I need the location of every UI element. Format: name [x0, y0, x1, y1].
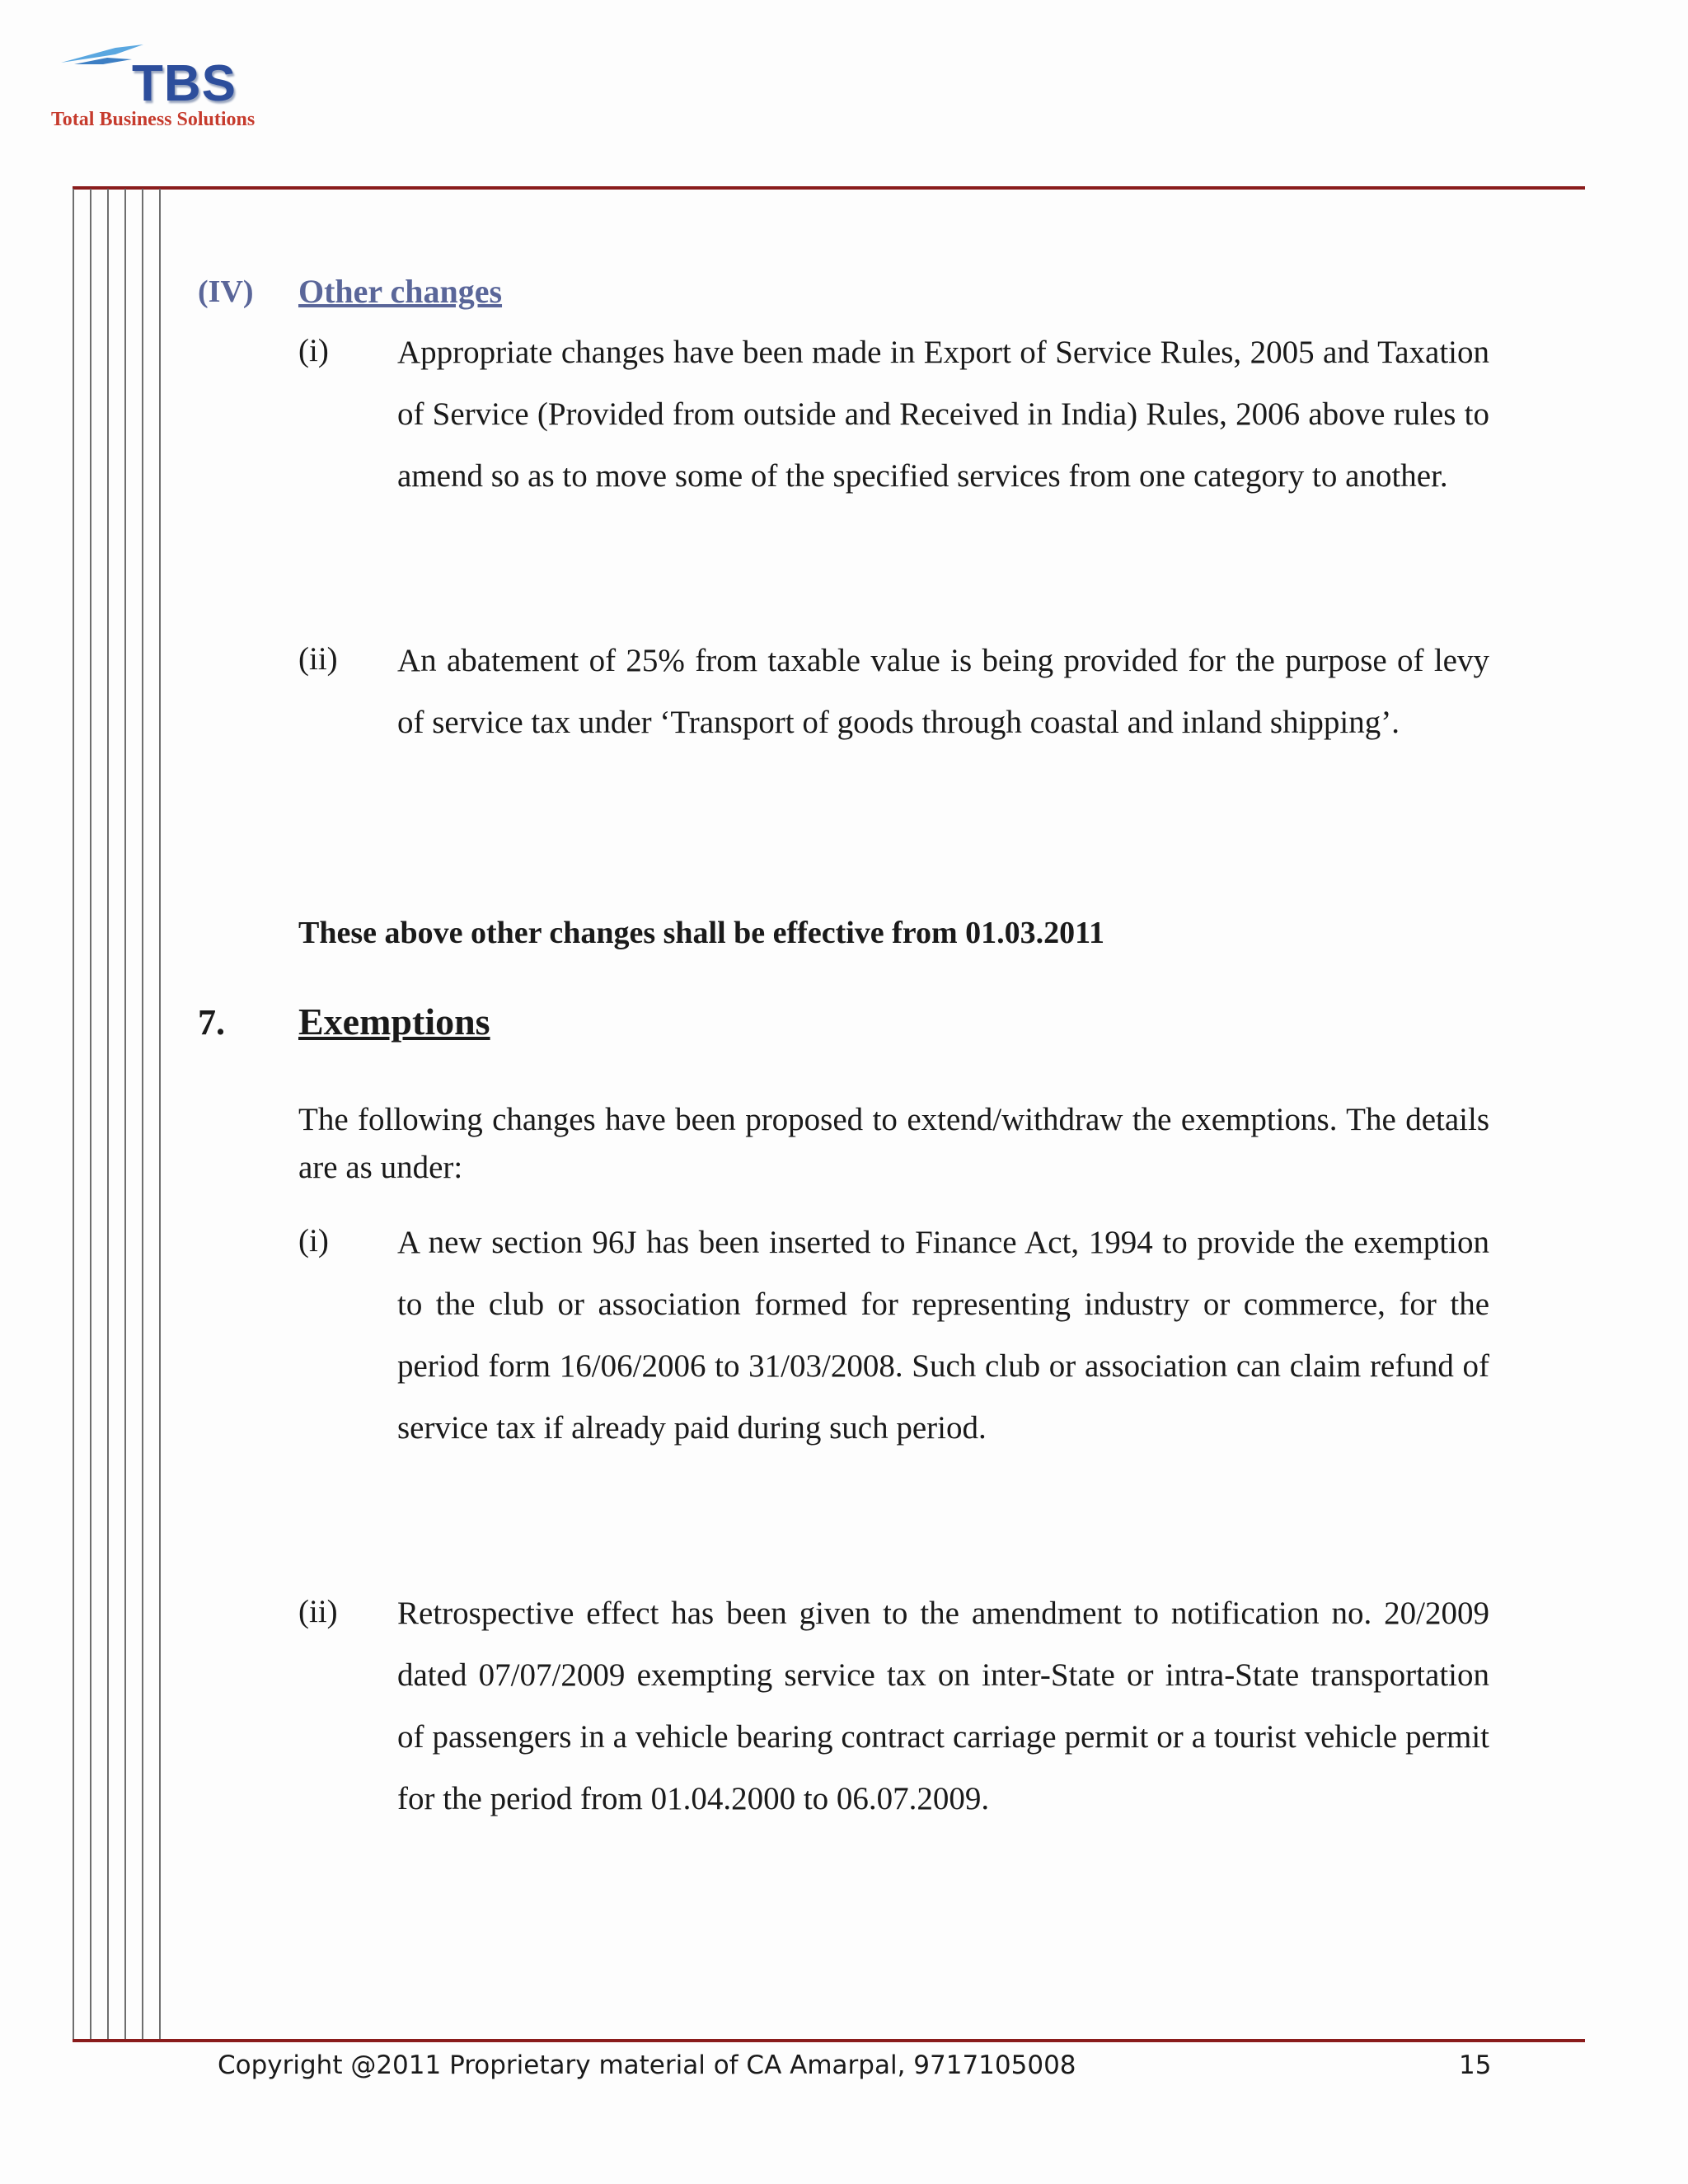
tbs-logo	[49, 40, 346, 138]
item-label: (ii)	[298, 641, 338, 677]
margin-line	[107, 189, 109, 2039]
margin-line	[90, 189, 91, 2039]
section-7-intro: The following changes have been proposed to extend/withdraw the exemptions. The details are as under:	[298, 1102, 1489, 1185]
footer-rule	[73, 2039, 1585, 2042]
section-iv-title: Other changes	[298, 273, 503, 310]
item-label: (ii)	[298, 1594, 338, 1629]
item-text: An abatement of 25% from taxable value is being provided for the purpose of levy of service tax under ‘Transport of goods through coastal and inland shipping’.	[397, 643, 1489, 740]
section-iv-number: (IV)	[198, 274, 254, 309]
item-text: A new section 96J has been inserted to Finance Act, 1994 to provide the exemption to the club or association formed for representing industry or commerce, for the period form 16/06/2006 to 31/03/2008. Such club or association can claim refund of service tax if already paid during such period.	[397, 1225, 1489, 1446]
item-label: (i)	[298, 333, 329, 368]
item-text: Retrospective effect has been given to the amendment to notification no. 20/2009 dated 07/07/2009 exempting service tax on inter-State or intra-State transportation of passengers in a vehicle bearing contract carriage permit or a tourist vehicle permit for the period from 01.04.2000 to 06.07.2009.	[397, 1596, 1489, 1816]
margin-line	[159, 189, 161, 2039]
margin-line	[124, 189, 126, 2039]
header-rule	[73, 186, 1585, 190]
margin-line	[73, 189, 74, 2039]
logo-brand: TBS	[132, 55, 237, 112]
section-7-title: Exemptions	[298, 1001, 490, 1043]
page-number: 15	[1459, 2050, 1492, 2080]
section-7-number: 7.	[198, 1002, 225, 1043]
item-text: Appropriate changes have been made in Export of Service Rules, 2005 and Taxation of Service (Provided from outside and Received in India) Rules, 2006 above rules to amend so as to move some of the specified services from one category to another.	[397, 335, 1489, 494]
footer-copyright: Copyright @2011 Proprietary material of CA Amarpal, 9717105008	[218, 2050, 1076, 2080]
margin-line	[142, 189, 143, 2039]
item-label: (i)	[298, 1223, 329, 1258]
logo-tagline: Total Business Solutions	[51, 109, 256, 130]
effective-note: These above other changes shall be effective from 01.03.2011	[298, 916, 1105, 950]
